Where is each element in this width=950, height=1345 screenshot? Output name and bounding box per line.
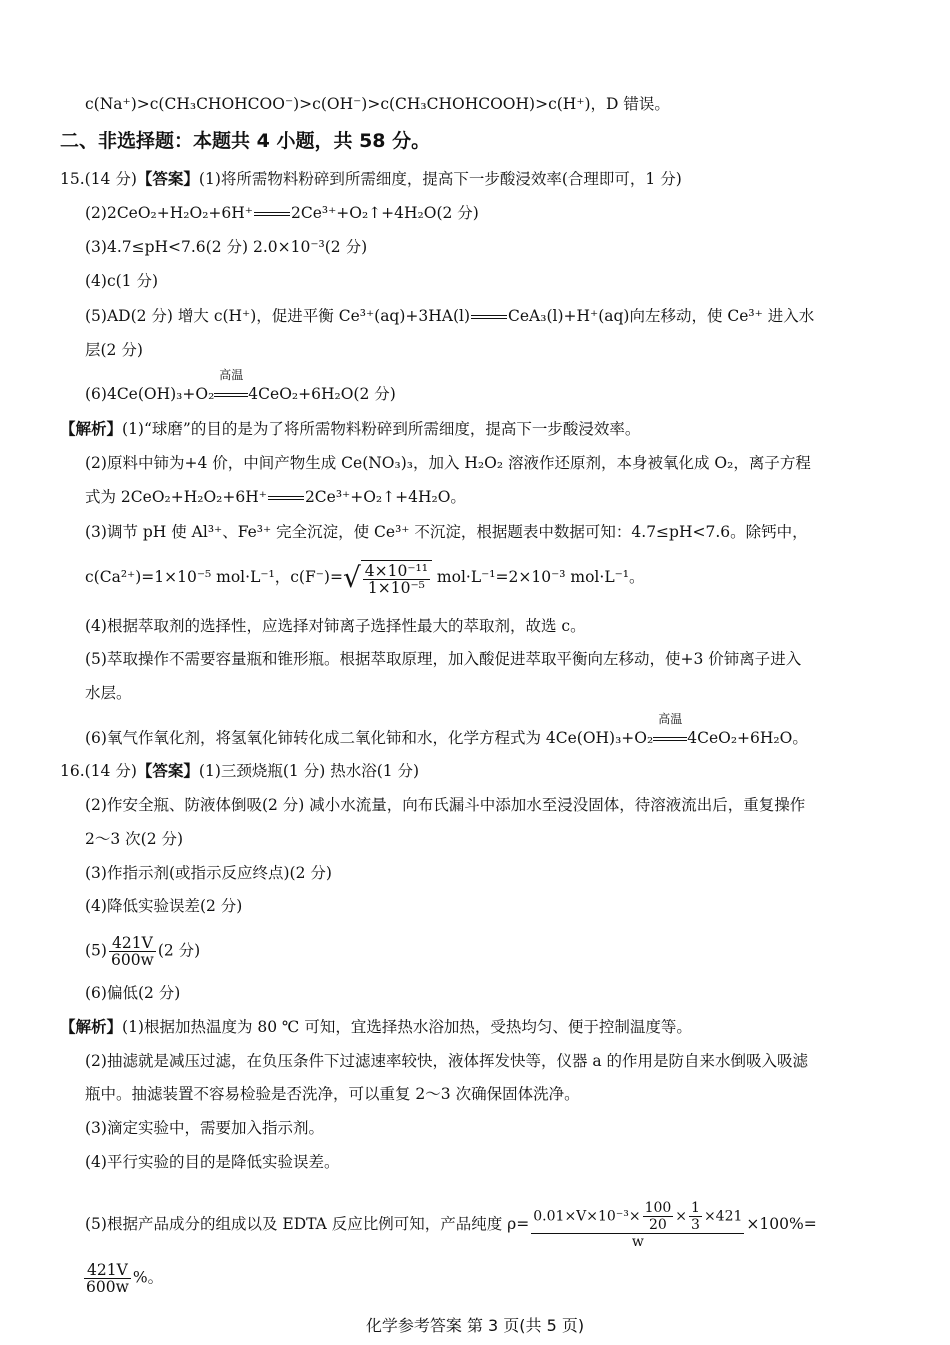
fraction-numerator: 421V: [109, 935, 156, 952]
q15-explain-6-left: (6)氧气作氧化剂，将氢氧化铈转化成二氧化铈和水，化学方程式为 4Ce(OH)₃+O₂: [85, 729, 654, 747]
q15-answer-2-right: 2Ce³⁺+O₂↑+4H₂O(2 分): [290, 204, 479, 222]
q15-explain-6: [85, 712, 808, 749]
q16-explain-2-line-1: (2)抽滤就是减压过滤，在负压条件下过滤速率较快，液体挥发快等，仪器 a 的作用是防自来水倒吸入吸滤: [85, 1052, 809, 1070]
q16-answer-5-label: (5): [85, 941, 107, 960]
equals-sign: [268, 496, 304, 500]
q16-answer-tag: 【答案】: [136, 761, 199, 780]
times-sign: ×: [675, 1208, 688, 1225]
result-percent: %。: [132, 1268, 164, 1287]
q16-explain-4: (4)平行实验的目的是降低实验误差。: [85, 1153, 340, 1171]
fraction-denominator: 1×10⁻⁵: [367, 579, 425, 597]
q16-jiexi-tag: 【解析】: [60, 1017, 123, 1036]
purity-denominator: w: [631, 1234, 644, 1250]
q16-answer-line-1: [60, 760, 419, 782]
q15-answer-2: [85, 202, 479, 224]
q15-explain-1: [60, 418, 640, 440]
condition-label: 高温: [658, 712, 683, 726]
q15-explain-3-line-2: [85, 560, 645, 596]
fraction-denominator: 3: [691, 1217, 700, 1233]
q15-explain-2-right: 2Ce³⁺+O₂↑+4H₂O。: [304, 488, 466, 506]
q15-explain-2-left: 式为 2CeO₂+H₂O₂+6H⁺: [85, 488, 267, 506]
q16-answer-6: (6)偏低(2 分): [85, 984, 181, 1002]
q15-answer-2-left: (2)2CeO₂+H₂O₂+6H⁺: [85, 204, 253, 222]
q15-explain-6-right: 4CeO₂+6H₂O。: [687, 729, 808, 747]
page-footer: 化学参考答案 第 3 页(共 5 页): [365, 1316, 585, 1335]
purity-numerator-part-b: ×421: [703, 1208, 743, 1225]
q16-answer-4: (4)降低实验误差(2 分): [85, 897, 243, 915]
q15-explain-3-line-1: (3)调节 pH 使 Al³⁺、Fe³⁺ 完全沉淀，使 Ce³⁺ 不沉淀，根据题表中数据可知：4.7≤pH<7.6。除钙中，: [85, 523, 808, 541]
q15-answer-5-right: CeA₃(l)+H⁺(aq)向左移动，使 Ce³⁺ 进入水: [508, 307, 815, 325]
q16-head: 16.(14 分): [60, 762, 137, 780]
q16-explain-1: [60, 1016, 692, 1038]
q16-answer-5-fraction: [109, 935, 156, 968]
fraction-numerator: 4×10⁻¹¹: [364, 562, 428, 580]
purity-numerator: [531, 1200, 744, 1234]
q15-explain-5-line-2: 水层。: [85, 684, 132, 702]
q16-explain-5-tail: ×100%=: [746, 1215, 817, 1233]
q15-answer-tag: 【答案】: [136, 169, 199, 188]
inner-fraction-100-20: [643, 1200, 674, 1233]
q15-jiexi-tag: 【解析】: [60, 419, 123, 438]
q16-explain-2-line-2: 瓶中。抽滤装置不容易检验是否洗净，可以重复 2～3 次确保固体洗净。: [85, 1085, 580, 1103]
q15-answer-6: [85, 368, 396, 405]
q15-answer-5-line-2: 层(2 分): [85, 341, 143, 359]
equilibrium-sign: [471, 315, 507, 319]
sqrt-fraction: [363, 563, 430, 596]
q15-answer-6-right: 4CeO₂+6H₂O(2 分): [248, 385, 396, 403]
fraction-numerator: 1: [691, 1200, 700, 1216]
q15-head: 15.(14 分): [60, 170, 137, 188]
q15-answer-5-left: (5)AD(2 分) 增大 c(H⁺)，促进平衡 Ce³⁺(aq)+3HA(l): [85, 307, 471, 325]
inner-fraction-1-3: [689, 1200, 702, 1233]
square-root: √ $\frac{\text{4×10⁻¹¹}}{\text{1×10⁻⁵}}$: [343, 560, 432, 596]
result-fraction: [84, 1262, 131, 1295]
q16-answer-5: [85, 935, 200, 968]
q16-answer-2-line-1: (2)作安全瓶、防液体倒吸(2 分) 减小水流量，向布氏漏斗中添加水至浸没固体，待溶液流出后，重复操作: [85, 796, 806, 814]
q15-answer-3: (3)4.7≤pH<7.6(2 分) 2.0×10⁻³(2 分): [85, 238, 368, 256]
q15-answer-line-1: [60, 168, 682, 190]
q16-explain-5-text: (5)根据产品成分的组成以及 EDTA 反应比例可知，产品纯度 ρ=: [85, 1215, 530, 1233]
condition-equals: [653, 712, 687, 749]
q15-explain-2-line-1: (2)原料中铈为+4 价，中间产物生成 Ce(NO₃)₃，加入 H₂O₂ 溶液作还原剂，本身被氧化成 O₂，离子方程: [85, 454, 811, 472]
section-title: 二、非选择题：本题共 4 小题，共 58 分。: [60, 130, 431, 152]
q16-answer-1: (1)三颈烧瓶(1 分) 热水浴(1 分): [198, 762, 420, 780]
purity-fraction: [531, 1200, 744, 1250]
equals-sign: [254, 212, 290, 216]
q15-answer-1: (1)将所需物料粉碎到所需细度，提高下一步酸浸效率(合理即可，1 分): [198, 170, 682, 188]
q16-explain-5-result: [82, 1262, 163, 1295]
q15-explain-3-left: c(Ca²⁺)=1×10⁻⁵ mol·L⁻¹，c(F⁻)=: [85, 568, 343, 586]
purity-numerator-part-a: 0.01×V×10⁻³×: [533, 1208, 641, 1225]
q15-answer-6-left: (6)4Ce(OH)₃+O₂: [85, 385, 215, 403]
q15-explain-5-line-1: (5)萃取操作不需要容量瓶和锥形瓶。根据萃取原理，加入酸促进萃取平衡向左移动，使+3 价铈离子进入: [85, 650, 802, 668]
q16-answer-2-line-2: 2～3 次(2 分): [85, 830, 184, 848]
q15-answer-4: (4)c(1 分): [85, 272, 159, 290]
fraction-denominator: 20: [649, 1217, 667, 1233]
q15-explain-1-text: (1)“球磨”的目的是为了将所需物料粉碎到所需细度，提高下一步酸浸效率。: [122, 420, 641, 438]
fraction-numerator: 100: [644, 1200, 672, 1216]
fraction-numerator: 421V: [84, 1262, 131, 1279]
q16-explain-3: (3)滴定实验中，需要加入指示剂。: [85, 1119, 324, 1137]
condition-label: 高温: [219, 368, 244, 382]
q15-answer-5-line-1: [85, 305, 814, 327]
q16-answer-3: (3)作指示剂(或指示反应终点)(2 分): [85, 864, 332, 882]
q15-explain-2-line-2: [85, 486, 466, 508]
q15-explain-4: (4)根据萃取剂的选择性，应选择对铈离子选择性最大的萃取剂，故选 c。: [85, 617, 586, 635]
q16-answer-5-score: (2 分): [157, 941, 201, 960]
q16-explain-1-text: (1)根据加热温度为 80 ℃ 可知，宜选择热水浴加热，受热均匀、便于控制温度等。: [122, 1018, 692, 1036]
q16-explain-5: [85, 1200, 817, 1250]
condition-equals: [214, 368, 248, 405]
fraction-denominator: 600w: [110, 951, 154, 969]
fraction-denominator: 600w: [86, 1278, 129, 1296]
prev-answer-line: c(Na⁺)>c(CH₃CHOHCOO⁻)>c(OH⁻)>c(CH₃CHOHCOOH)>c(H⁺)，D 错误。: [85, 95, 670, 113]
q15-explain-3-right: mol·L⁻¹=2×10⁻³ mol·L⁻¹。: [436, 568, 645, 586]
